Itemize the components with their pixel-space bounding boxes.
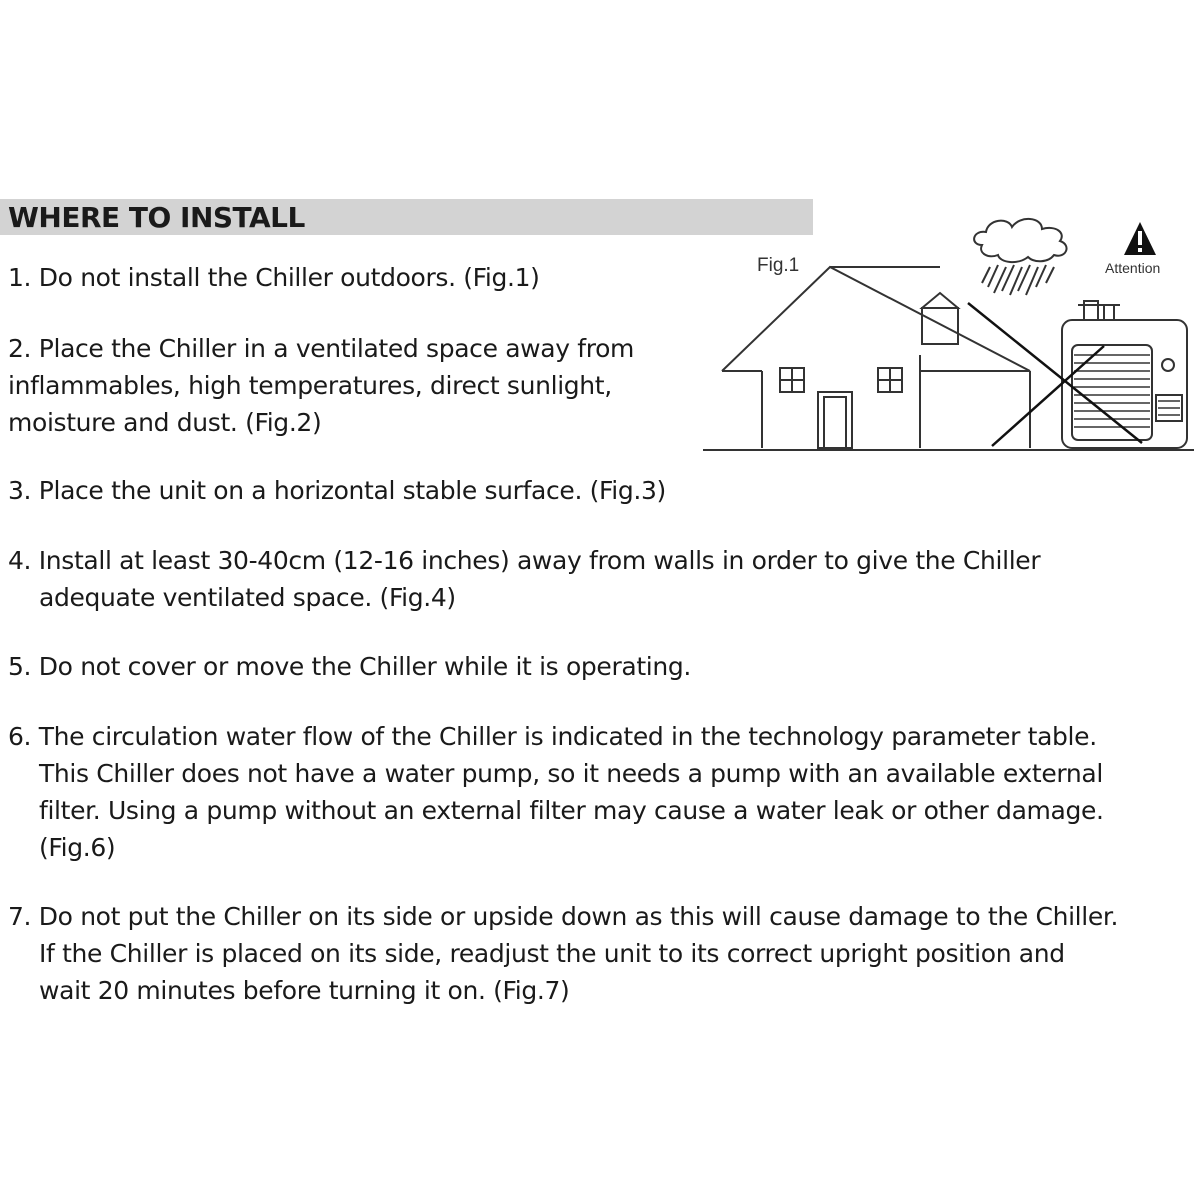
instruction-line: adequate ventilated space. (Fig.4) [39,583,456,612]
cloud-rain-icon [974,219,1066,262]
instruction-line: inflammables, high temperatures, direct sunlight, [8,371,612,400]
fig-label: Fig.1 [757,255,800,276]
chiller-grille [1074,355,1180,427]
rain-lines [982,265,1054,295]
instruction-item-2 [8,330,634,441]
instruction-line: 4. Install at least 30-40cm (12-16 inches) away from walls in order to give the Chiller [8,546,1041,575]
prohibited-cross-icon [968,303,1142,446]
instruction-line: 3. Place the unit on a horizontal stable surface. (Fig.3) [8,476,666,505]
instruction-item-6 [8,718,1104,866]
instruction-line: This Chiller does not have a water pump, so it needs a pump with an available external [39,759,1103,788]
instruction-line: wait 20 minutes before turning it on. (Fig.7) [39,976,570,1005]
instruction-line: 2. Place the Chiller in a ventilated space away from [8,334,635,363]
instruction-line: moisture and dust. (Fig.2) [8,408,322,437]
instruction-item-1 [8,259,540,296]
instruction-line: 7. Do not put the Chiller on its side or upside down as this will cause damage to the Chiller. [8,902,1119,931]
house-drawing [722,267,1030,448]
fig1-illustration [700,205,1200,460]
attention-label: Attention [1105,260,1161,276]
instruction-line: 1. Do not install the Chiller outdoors. (Fig.1) [8,263,540,292]
instruction-line: (Fig.6) [39,833,116,862]
instruction-item-5 [8,648,691,685]
instruction-item-3 [8,472,666,509]
instruction-line: If the Chiller is placed on its side, readjust the unit to its correct upright position and [39,939,1065,968]
instruction-item-7 [8,898,1118,1009]
instruction-line: 6. The circulation water flow of the Chiller is indicated in the technology parameter table. [8,722,1097,751]
section-title: WHERE TO INSTALL [8,201,305,234]
instruction-line: 5. Do not cover or move the Chiller while it is operating. [8,652,692,681]
instruction-item-4 [8,542,1040,616]
chiller-unit-drawing [1062,301,1187,448]
instruction-line: filter. Using a pump without an external filter may cause a water leak or other damage. [39,796,1104,825]
warning-triangle-icon [1124,222,1156,255]
